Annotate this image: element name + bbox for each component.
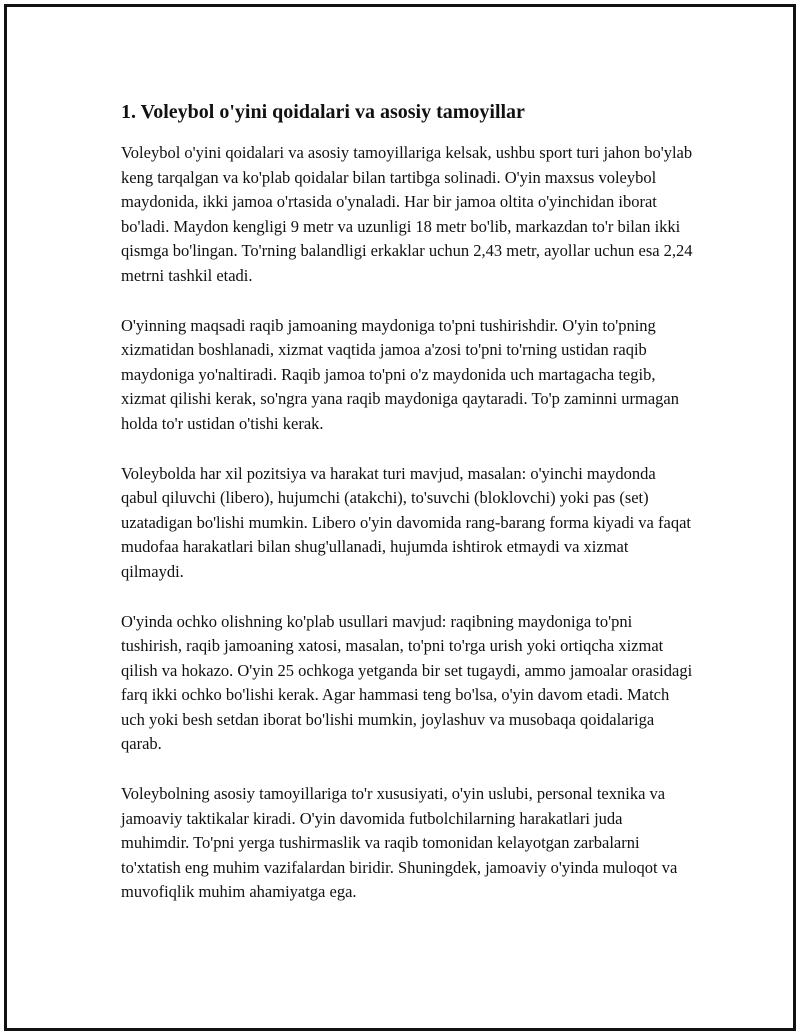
- page-frame: [4, 4, 796, 1031]
- paragraph-scoring: O'yinda ochko olishning ko'plab usullari mavjud: raqibning maydoniga to'pni tushirish, raqib jamoaning xatosi, masalan, to'pni to'rga urish yoki ortiqcha xizmat qilish va hokazo. O'yin 25 ochkoga yetganda bir set tugaydi, ammo jamoalar orasidagi farq ikki ochko bo'lishi kerak. Agar hammasi teng bo'lsa, o'yin davom etadi. Match uch yoki besh setdan iborat bo'lishi mumkin, joylashuv va musobaqa qoidalariga qarab.: [121, 611, 693, 754]
- paragraph-court-rules: Voleybol o'yini qoidalari va asosiy tamoyillariga kelsak, ushbu sport turi jahon bo'ylab keng tarqalgan va ko'plab qoidalar bilan tartibga solinadi. O'yin maxsus voleybol maydonida, ikki jamoa o'rtasida o'ynaladi. Har bir jamoa oltita o'yinchidan iborat bo'ladi. Maydon kengligi 9 metr va uzunligi 18 metr bo'lib, markazdan to'r bilan ikki qismga bo'lingan. To'rning balandligi erkaklar uchun 2,43 metr, ayollar uchun esa 2,24 metrni tashkil etadi.: [121, 143, 693, 285]
- paragraph-principles: Voleybolning asosiy tamoyillariga to'r xususiyati, o'yin uslubi, personal texnika va jamoaviy taktikalar kiradi. O'yin davomida futbolchilarning harakatlari juda muhimdir. To'pni yerga tushirmaslik va raqib tomonidan kelayotgan zarbalarni to'xtatish eng muhim vazifalardan biridir. Shuningdek, jamoaviy o'yinda muloqot va muvofiqlik muhim ahamiyatga ega.: [121, 784, 678, 902]
- document-title: 1. Voleybol o'yini qoidalari va asosiy tamoyillar: [121, 101, 525, 123]
- paragraph-player-positions: Voleybolda har xil pozitsiya va harakat turi mavjud, masalan: o'yinchi maydonda qabul qiluvchi (libero), hujumchi (atakchi), to'suvchi (bloklovchi) yoki pas (set) uzatadigan bo'lishi mumkin. Libero o'yin davomida rang-barang forma kiyadi va faqat mudofaa harakatlari bilan shug'ullanadi, hujumda ishtirok etmaydi va xizmat qilmaydi.: [121, 463, 691, 581]
- paragraph-game-objective: O'yinning maqsadi raqib jamoaning maydoniga to'pni tushirishdir. O'yin to'pning xizmatidan boshlanadi, xizmat vaqtida jamoa a'zosi to'pni to'rning ustidan raqib maydoniga yo'naltiradi. Raqib jamoa to'pni o'z maydonida uch martagacha tegib, xizmat qilishi kerak, so'ngra yana raqib maydoniga qaytaradi. To'p zaminni urmagan holda to'r ustidan o'tishi kerak.: [121, 315, 679, 433]
- document-body: [121, 99, 693, 930]
